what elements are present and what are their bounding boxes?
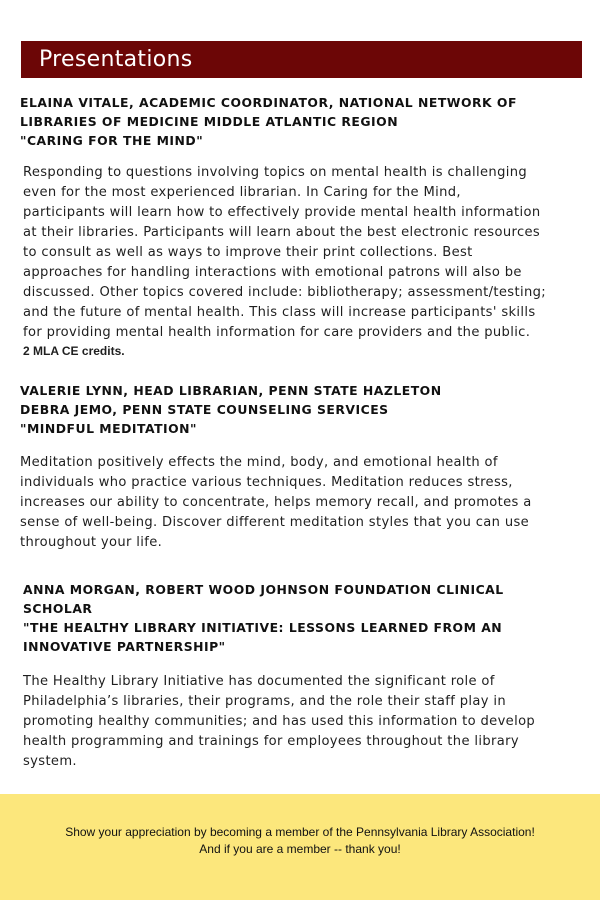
presentation-mindful-meditation [20,381,532,553]
presenter-line: ANNA MORGAN, ROBERT WOOD JOHNSON FOUNDATION CLINICAL [23,582,504,597]
description-line: sense of well-being. Discover different meditation styles that you can use [20,515,530,530]
description-line: individuals who practice various techniques. Meditation reduces stress, [20,475,513,490]
presentation-healthy-library-initiative [23,580,535,772]
description-line: approaches for handling interactions with emotional patrons will also be [23,265,522,280]
description-line: Responding to questions involving topics on mental health is challenging [23,165,528,180]
presentation-title: "THE HEALTHY LIBRARY INITIATIVE: LESSONS LEARNED FROM AN [23,620,503,635]
ce-credits: 2 MLA CE credits. [23,344,125,358]
presentation-caring-for-the-mind [20,93,546,359]
description-line: system. [23,754,77,769]
presentation-title: INNOVATIVE PARTNERSHIP" [23,639,226,654]
description-line: to consult as well as ways to improve their print collections. Best [23,245,473,260]
description-line: increases our ability to concentrate, helps memory recall, and promotes a [20,495,532,510]
presentation-description [23,672,535,772]
description-line: at their libraries. Participants will learn about the best electronic resources [23,225,541,240]
presenter-line: SCHOLAR [23,601,93,616]
description-line: for providing mental health information for care providers and the public. [23,325,531,340]
description-line: The Healthy Library Initiative has documented the significant role of [23,674,495,689]
description-line: and the future of mental health. This class will increase participants' skills [23,305,536,320]
presentation-description [20,453,532,553]
presentation-heading [20,381,532,438]
presentation-title: "CARING FOR THE MIND" [20,133,204,148]
presenter-line: ELAINA VITALE, ACADEMIC COORDINATOR, NATIONAL NETWORK OF [20,95,517,110]
footer-line: Show your appreciation by becoming a member of the Pennsylvania Library Association! [65,825,535,839]
footer-line: And if you are a member -- thank you! [199,842,401,856]
description-line: discussed. Other topics covered include: bibliotherapy; assessment/testing; [23,285,547,300]
presentation-description [23,163,546,359]
presentations-banner [21,41,582,78]
presenter-line: DEBRA JEMO, PENN STATE COUNSELING SERVICES [20,402,389,417]
presentation-heading [23,580,535,656]
page-title: Presentations [39,47,193,72]
presenter-line: LIBRARIES OF MEDICINE MIDDLE ATLANTIC REGION [20,114,399,129]
description-line: even for the most experienced librarian. In Caring for the Mind, [23,185,461,200]
footer-message [0,824,600,858]
presenter-line: VALERIE LYNN, HEAD LIBRARIAN, PENN STATE HAZLETON [20,383,442,398]
description-line: throughout your life. [20,535,163,550]
description-line: health programming and trainings for employees throughout the library [23,734,519,749]
description-line: Philadelphia’s libraries, their programs, and the role their staff play in [23,694,507,709]
description-line: Meditation positively effects the mind, body, and emotional health of [20,455,498,470]
presentation-heading [20,93,546,150]
description-line: participants will learn how to effectively provide mental health information [23,205,541,220]
membership-footer [0,794,600,900]
description-line: promoting healthy communities; and has used this information to develop [23,714,536,729]
presentation-title: "MINDFUL MEDITATION" [20,421,198,436]
